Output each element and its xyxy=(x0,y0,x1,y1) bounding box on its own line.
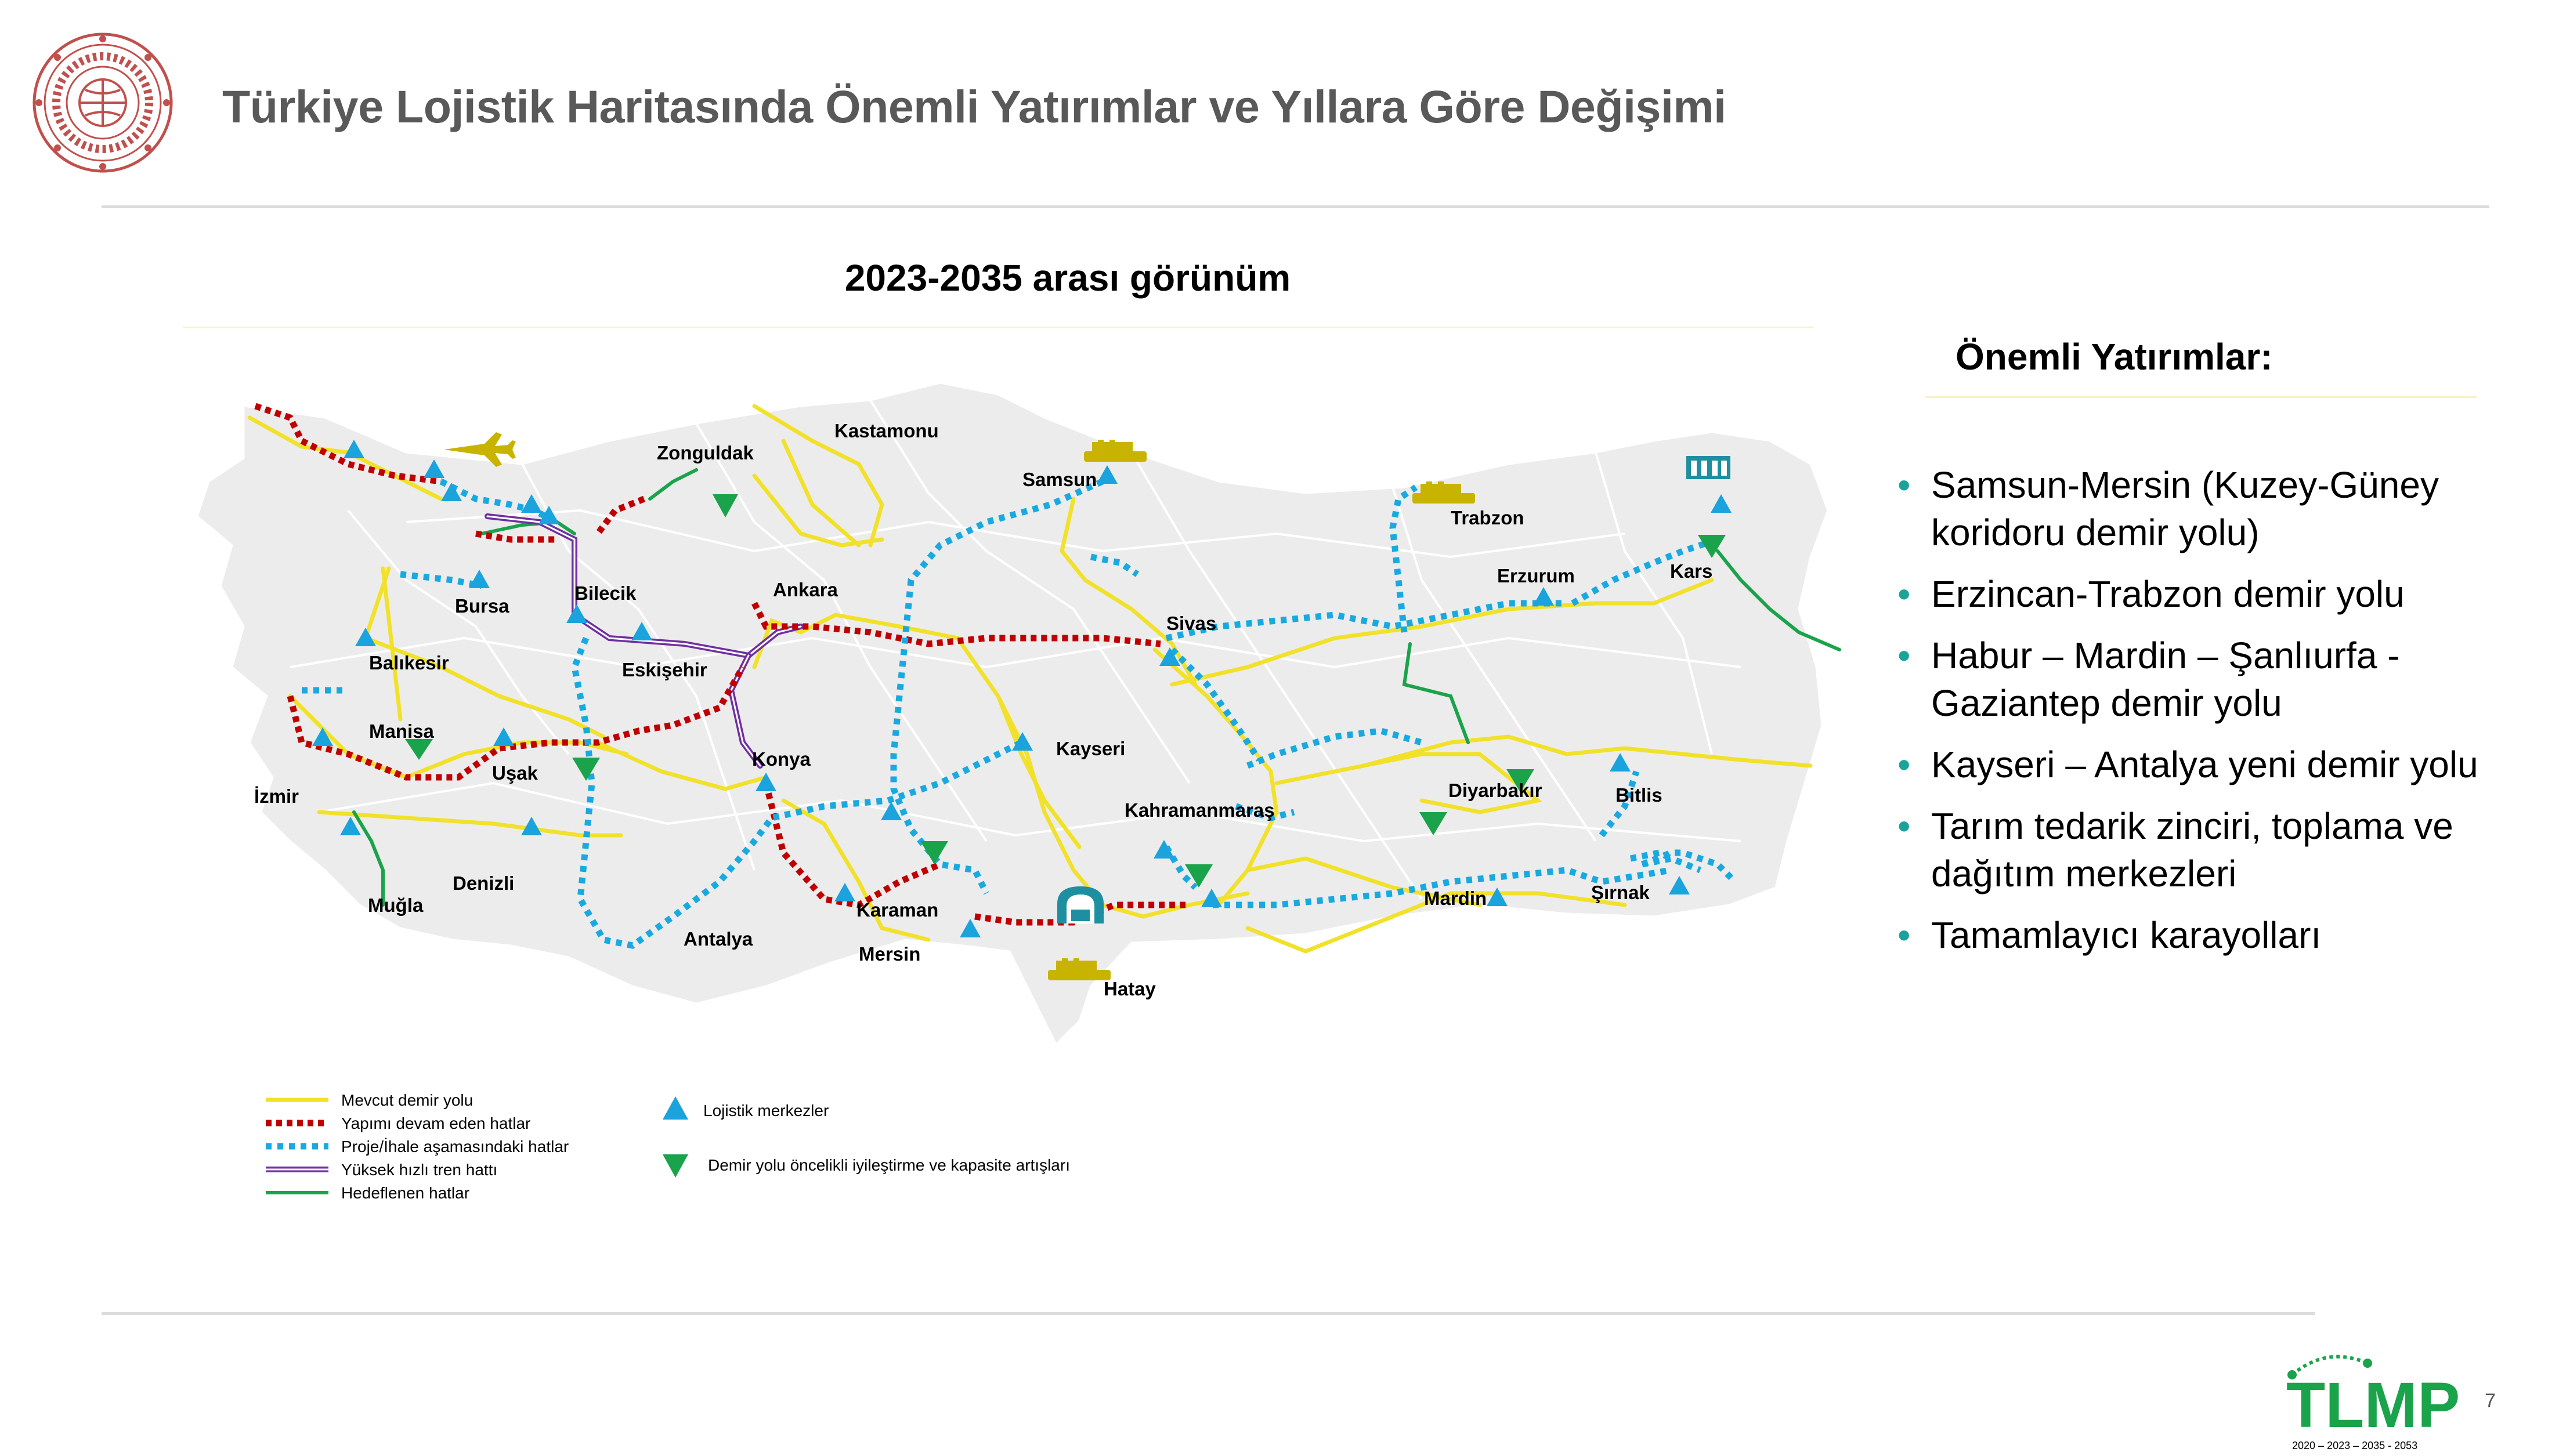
city-label-denizli: Denizli xyxy=(453,872,515,894)
city-label-bitlis: Bitlis xyxy=(1615,784,1662,806)
tlmp-logo xyxy=(2280,1346,2466,1456)
investment-item: • Tamamlayıcı karayolları xyxy=(1897,911,2507,959)
footer-divider xyxy=(102,1312,2315,1315)
city-label-diyarbakir: Diyarbakır xyxy=(1448,780,1542,801)
city-label-balikesir: Balıkesir xyxy=(369,652,449,673)
port-icon xyxy=(1084,440,1147,462)
city-label-bursa: Bursa xyxy=(455,595,509,617)
investment-item: • Samsun-Mersin (Kuzey-Güney koridoru demir yolu) xyxy=(1897,461,2507,556)
city-label-kahramanmaras: Kahramanmaraş xyxy=(1125,799,1275,821)
city-label-konya: Konya xyxy=(752,748,811,770)
city-label-mugla: Muğla xyxy=(368,894,424,916)
map-heading: 2023-2035 arası görünüm xyxy=(844,257,1291,299)
city-label-kars: Kars xyxy=(1670,560,1713,582)
legend-rail-improvement-marker xyxy=(663,1154,688,1178)
city-label-bilecik: Bilecik xyxy=(574,582,637,604)
city-label-trabzon: Trabzon xyxy=(1451,507,1524,528)
page-number: 7 xyxy=(2485,1390,2496,1412)
legend-label: Yüksek hızlı tren hattı xyxy=(341,1161,498,1179)
city-label-antalya: Antalya xyxy=(684,928,753,950)
investment-item: • Tarım tedarik zinciri, toplama ve dağıtım merkezleri xyxy=(1897,802,2507,897)
terminal-icon xyxy=(1057,886,1104,923)
tlmp-logo-years: 2020 – 2023 – 2035 - 2053 xyxy=(2292,1440,2418,1451)
investments-heading-underline xyxy=(1925,396,2477,398)
city-label-sirnak: Şırnak xyxy=(1591,882,1650,903)
legend-logistics-center-marker xyxy=(663,1096,688,1120)
city-label-zonguldak: Zonguldak xyxy=(657,442,754,463)
city-label-erzurum: Erzurum xyxy=(1497,565,1575,586)
city-label-mardin: Mardin xyxy=(1424,888,1487,909)
city-label-kastamonu: Kastamonu xyxy=(834,420,939,441)
border-gate-icon xyxy=(1686,456,1730,479)
investment-item: • Kayseri – Antalya yeni demir yolu xyxy=(1897,741,2507,788)
legend-label: Yapımı devam eden hatlar xyxy=(341,1114,531,1132)
city-label-hatay: Hatay xyxy=(1104,978,1156,999)
page-title: Türkiye Lojistik Haritasında Önemli Yatırımlar ve Yıllara Göre Değişimi xyxy=(222,81,1726,132)
investments-list xyxy=(1897,461,2507,973)
investments-heading: Önemli Yatırımlar: xyxy=(1956,336,2273,378)
city-label-mersin: Mersin xyxy=(859,943,921,965)
legend-label: Demir yolu öncelikli iyileştirme ve kapasite artışları xyxy=(708,1156,1070,1174)
city-label-usak: Uşak xyxy=(492,762,538,784)
legend-label: Mevcut demir yolu xyxy=(341,1091,474,1109)
city-label-ankara: Ankara xyxy=(773,579,838,600)
investment-item: • Erzincan-Trabzon demir yolu xyxy=(1897,570,2507,618)
city-label-karaman: Karaman xyxy=(856,899,939,921)
city-label-sivas: Sivas xyxy=(1166,613,1217,634)
legend-label: Proje/İhale aşamasındaki hatlar xyxy=(341,1138,569,1156)
tlmp-logo-text: TLMP xyxy=(2286,1370,2460,1441)
legend-label: Lojistik merkezler xyxy=(703,1102,829,1120)
legend-label: Hedeflenen hatlar xyxy=(341,1184,470,1202)
investment-item: • Habur – Mardin – Şanlıurfa - Gaziantep demir yolu xyxy=(1897,632,2507,727)
city-label-izmir: İzmir xyxy=(254,785,299,807)
city-label-eskisehir: Eskişehir xyxy=(622,659,707,680)
city-label-kayseri: Kayseri xyxy=(1056,738,1126,759)
map-legend xyxy=(266,1091,1070,1202)
city-label-manisa: Manisa xyxy=(369,720,434,742)
city-label-samsun: Samsun xyxy=(1022,469,1097,490)
